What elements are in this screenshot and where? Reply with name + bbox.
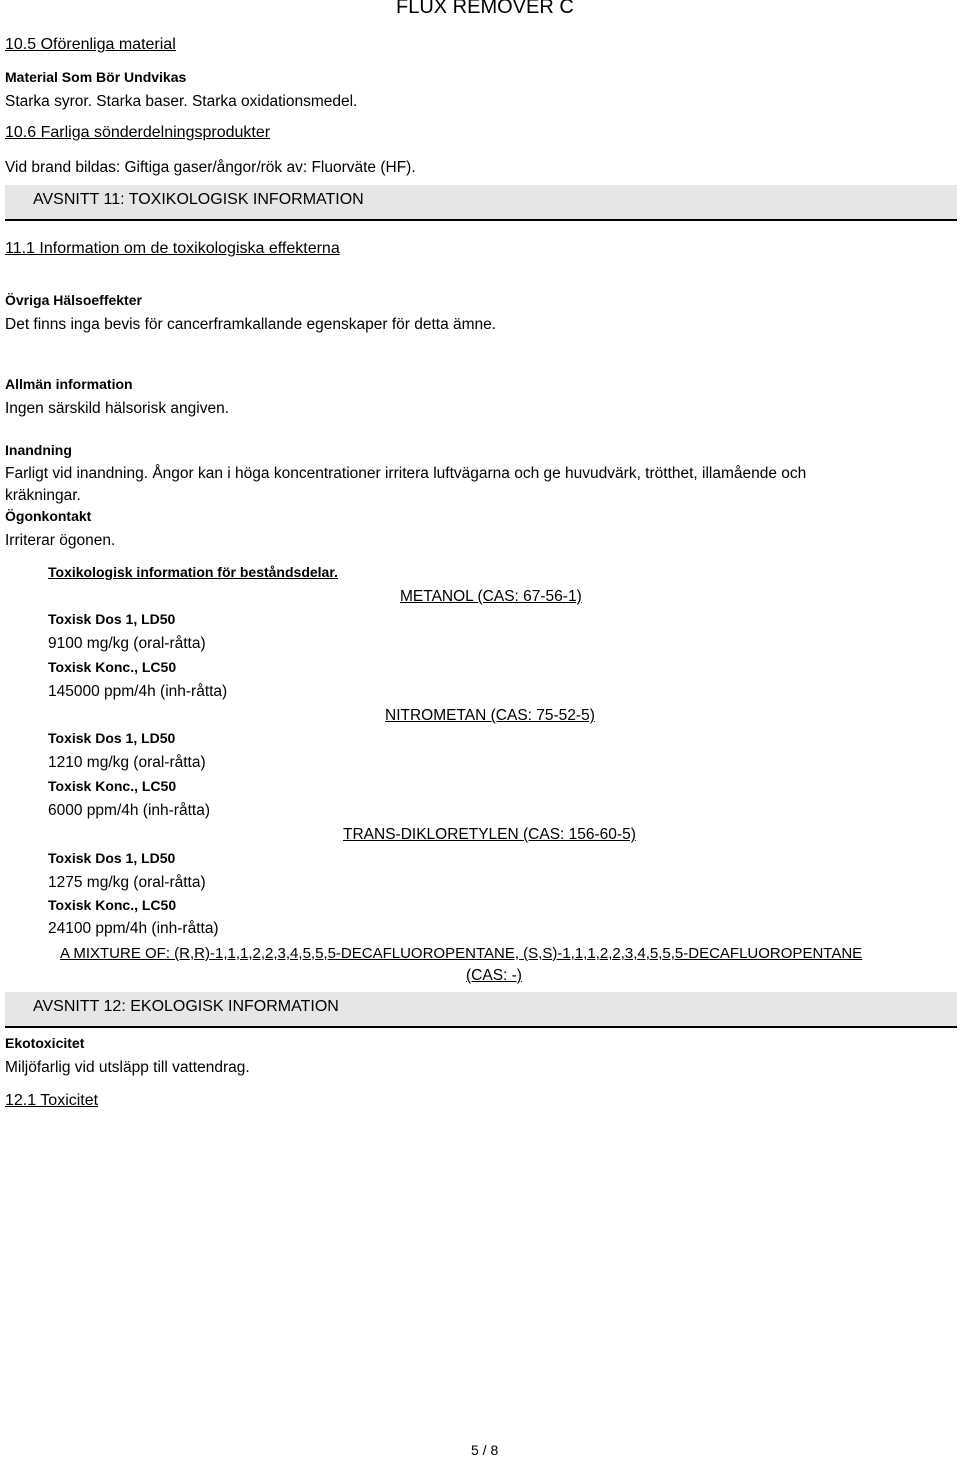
text-other-health-effects: Det finns inga bevis för cancerframkallande egenskaper för detta ämne. [5,316,497,333]
section-12-bar [5,992,957,1028]
label-eye-contact: Ögonkontakt [5,508,92,524]
value-toxic-conc: 145000 ppm/4h (inh-råtta) [48,683,228,700]
value-toxic-dose: 9100 mg/kg (oral-råtta) [48,635,206,652]
value-toxic-conc: 24100 ppm/4h (inh-råtta) [48,920,219,937]
label-other-health-effects: Övriga Hälsoeffekter [5,292,142,308]
heading-11-1: 11.1 Information om de toxikologiska effekterna [5,240,340,257]
heading-10-6: 10.6 Farliga sönderdelningsprodukter [5,124,271,141]
label-materials-to-avoid: Material Som Bör Undvikas [5,69,187,85]
component-name: TRANS-DIKLORETYLEN (CAS: 156-60-5) [343,826,636,843]
label-ecotoxicity: Ekotoxicitet [5,1035,85,1051]
heading-10-5: 10.5 Oförenliga material [5,36,176,53]
section-11-bar [5,185,957,221]
document-title: FLUX REMOVER C [396,0,574,18]
value-toxic-dose: 1210 mg/kg (oral-råtta) [48,754,206,771]
text-materials-to-avoid: Starka syror. Starka baser. Starka oxidationsmedel. [5,93,358,110]
text-general-information: Ingen särskild hälsorisk angiven. [5,400,230,417]
label-toxic-conc: Toxisk Konc., LC50 [48,778,177,794]
text-eye-contact: Irriterar ögonen. [5,532,116,549]
label-inhalation: Inandning [5,442,72,458]
heading-12-1: 12.1 Toxicitet [5,1092,99,1109]
label-toxic-dose: Toxisk Dos 1, LD50 [48,730,176,746]
label-toxic-conc: Toxisk Konc., LC50 [48,659,177,675]
label-toxic-dose: Toxisk Dos 1, LD50 [48,611,176,627]
label-toxic-dose: Toxisk Dos 1, LD50 [48,850,176,866]
value-toxic-dose: 1275 mg/kg (oral-råtta) [48,874,206,891]
component-name: NITROMETAN (CAS: 75-52-5) [385,707,595,724]
label-toxic-conc: Toxisk Konc., LC50 [48,897,177,913]
section-11-title: AVSNITT 11: TOXIKOLOGISK INFORMATION [33,191,364,208]
value-toxic-conc: 6000 ppm/4h (inh-råtta) [48,802,210,819]
component-mixture-cas: (CAS: -) [466,967,522,984]
text-inhalation-line1: Farligt vid inandning. Ångor kan i höga koncentrationer irritera luftvägarna och ge huvudvärk, trötthet, illamående och [5,465,807,482]
component-name: METANOL (CAS: 67-56-1) [400,588,582,605]
page-number: 5 / 8 [471,1442,499,1458]
heading-component-toxicology: Toxikologisk information för beståndsdelar. [48,564,338,580]
section-12-title: AVSNITT 12: EKOLOGISK INFORMATION [33,998,339,1015]
text-ecotoxicity: Miljöfarlig vid utsläpp till vattendrag. [5,1059,250,1076]
label-general-information: Allmän information [5,376,133,392]
text-inhalation-line2: kräkningar. [5,487,81,504]
component-mixture-name: A MIXTURE OF: (R,R)-1,1,1,2,2,3,4,5,5,5-DECAFLUOROPENTANE, (S,S)-1,1,1,2,2,3,4,5,5,5-DECAFLUOROPENTANE [60,945,863,962]
text-decomposition-products: Vid brand bildas: Giftiga gaser/ångor/rök av: Fluorväte (HF). [5,159,416,176]
